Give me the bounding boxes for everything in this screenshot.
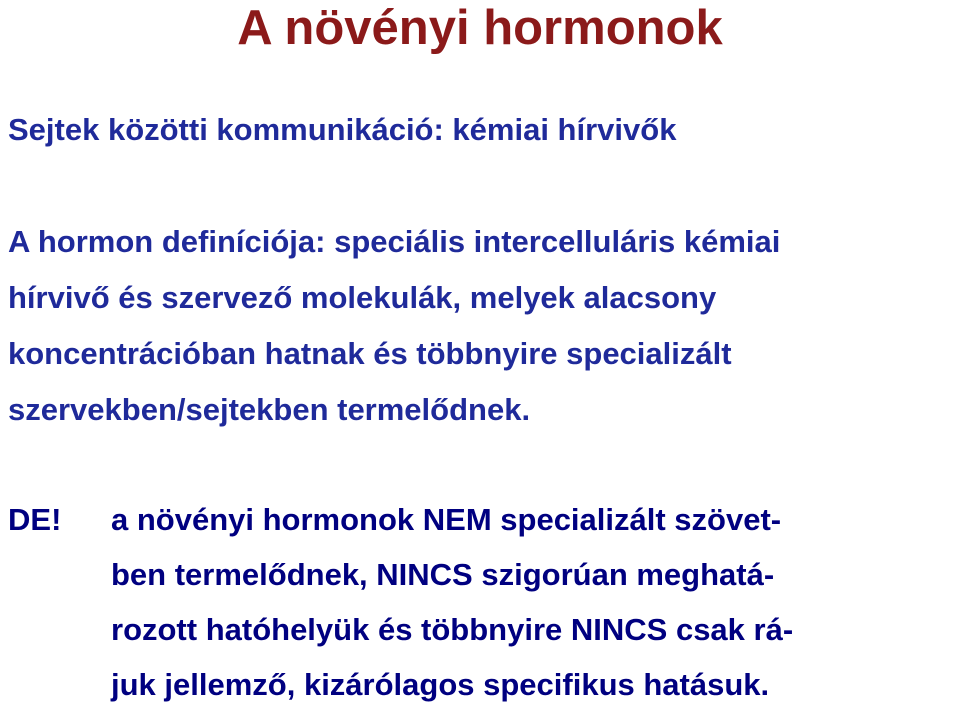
note-prefix: DE! bbox=[8, 502, 62, 537]
note-line: a növényi hormonok NEM specializált szövet- bbox=[111, 502, 782, 537]
hormon-definition bbox=[8, 222, 958, 446]
slide-subtitle: Sejtek közötti kommunikáció: kémiai hírvivők bbox=[8, 112, 677, 147]
slide-title: A növényi hormonok bbox=[237, 1, 723, 55]
note-body bbox=[111, 500, 793, 720]
definition-line: koncentrációban hatnak és többnyire specializált bbox=[8, 336, 732, 371]
definition-line: A hormon definíciója: speciális intercelluláris kémiai bbox=[8, 224, 781, 259]
note-line: ben termelődnek, NINCS szigorúan meghatá- bbox=[111, 557, 775, 592]
note-line: juk jellemző, kizárólagos specifikus hatásuk. bbox=[111, 667, 770, 702]
definition-line: hírvivő és szervező molekulák, melyek alacsony bbox=[8, 280, 717, 315]
definition-line: szervekben/sejtekben termelődnek. bbox=[8, 392, 531, 427]
note-line: rozott hatóhelyük és többnyire NINCS csak rá- bbox=[111, 612, 794, 647]
